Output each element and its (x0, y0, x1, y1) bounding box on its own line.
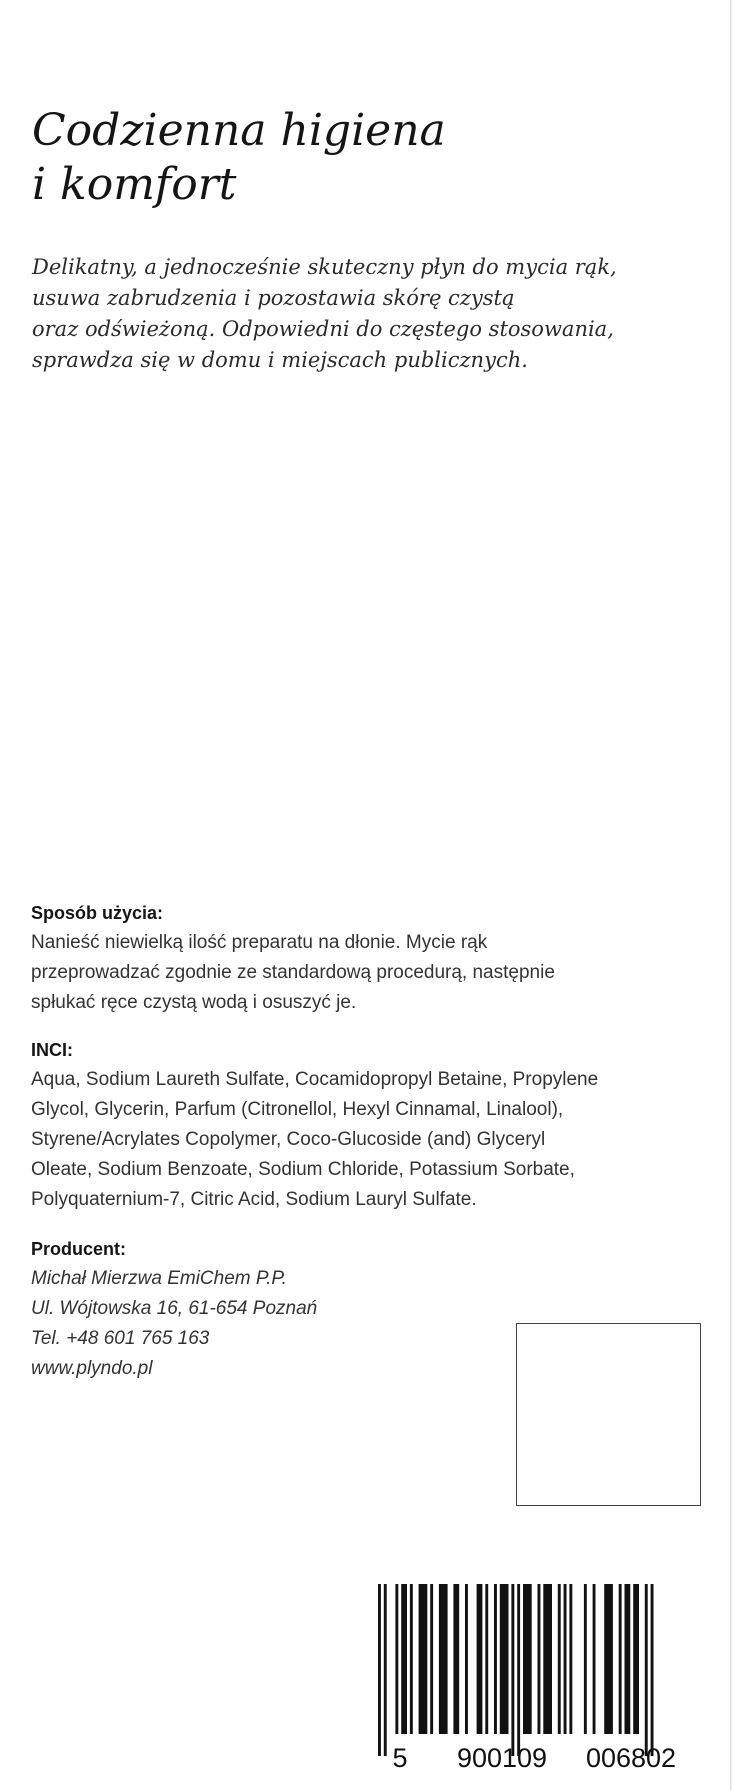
barcode-bar (419, 1584, 428, 1734)
barcode-bar (517, 1584, 520, 1756)
label-title-line-2: i komfort (32, 159, 237, 210)
inci-line-3: Styrene/Acrylates Copolymer, Coco-Glucoside (and) Glyceryl (31, 1129, 546, 1150)
product-description (32, 252, 692, 376)
barcode-bar (500, 1584, 509, 1734)
barcode-bar (564, 1584, 567, 1734)
barcode-bar (401, 1584, 407, 1734)
usage-line-3: spłukać ręce czystą wodą i osuszyć je. (31, 992, 357, 1013)
barcode-bar (558, 1584, 561, 1734)
usage-line-2: przeprowadzać zgodnie ze standardową procedurą, następnie (31, 962, 555, 983)
barcode-bar (511, 1584, 514, 1756)
producer-phone: Tel. +48 601 765 163 (31, 1328, 210, 1349)
barcode-bar (625, 1584, 631, 1734)
producer-heading: Producent: (31, 1239, 127, 1259)
label-title-line-1: Codzienna higiena (32, 105, 446, 156)
producer-details (31, 1264, 317, 1384)
usage-heading: Sposób użycia: (31, 903, 164, 923)
inci-ingredients (31, 1065, 598, 1215)
description-line-3: oraz odświeżoną. Odpowiedni do częstego stosowania, (32, 317, 614, 341)
description-line-2: usuwa zabrudzenia i pozostawia skórę czystą (32, 286, 515, 310)
barcode-bar (465, 1584, 468, 1734)
barcode-digits-left: 900109 (456, 1743, 548, 1772)
inci-heading: INCI: (31, 1040, 73, 1060)
barcode-bar (378, 1584, 381, 1756)
barcode-bar (523, 1584, 532, 1734)
label-title (32, 104, 632, 212)
barcode-bar (543, 1584, 552, 1734)
producer-address: Ul. Wójtowska 16, 61-654 Poznań (31, 1298, 318, 1319)
inci-line-1: Aqua, Sodium Laureth Sulfate, Cocamidopropyl Betaine, Propylene (31, 1069, 599, 1090)
barcode-bar (395, 1584, 398, 1734)
producer-name: Michał Mierzwa EmiChem P.P. (31, 1268, 287, 1289)
description-line-1: Delikatny, a jednocześnie skuteczny płyn do mycia rąk, (32, 255, 617, 279)
barcode-digits-right: 006802 (585, 1743, 677, 1772)
ean13-barcode (370, 1582, 700, 1772)
barcode-bar (593, 1584, 596, 1734)
inci-line-4: Oleate, Sodium Benzoate, Sodium Chloride, Potassium Sorbate, (31, 1159, 575, 1180)
inci-line-2: Glycol, Glycerin, Parfum (Citronellol, Hexyl Cinnamal, Linalool), (31, 1099, 564, 1120)
barcode-bar (538, 1584, 541, 1734)
barcode-bar (619, 1584, 622, 1734)
barcode-bar (633, 1584, 639, 1734)
barcode-bar (494, 1584, 497, 1734)
barcode-bar (584, 1584, 587, 1734)
inci-line-5: Polyquaternium-7, Citric Acid, Sodium Lauryl Sulfate. (31, 1189, 477, 1210)
producer-website: www.plyndo.pl (31, 1358, 153, 1379)
barcode-bar (604, 1584, 613, 1734)
barcode-graphic (370, 1582, 700, 1772)
barcode-bar (477, 1584, 483, 1734)
barcode-bar (430, 1584, 433, 1734)
qr-code-placeholder (516, 1323, 701, 1506)
barcode-bar (439, 1584, 448, 1734)
barcode-bar (410, 1584, 413, 1734)
barcode-bar (569, 1584, 572, 1734)
barcode-bar (645, 1584, 648, 1756)
barcode-bar (453, 1584, 459, 1734)
barcode-digit-first: 5 (392, 1743, 408, 1772)
usage-line-1: Nanieść niewielką ilość preparatu na dłonie. Mycie rąk (31, 932, 488, 953)
barcode-bar (384, 1584, 387, 1756)
barcode-bar (651, 1584, 654, 1756)
description-line-4: sprawdza się w domu i miejscach publicznych. (32, 348, 528, 372)
usage-text (31, 928, 555, 1018)
barcode-bar (485, 1584, 488, 1734)
